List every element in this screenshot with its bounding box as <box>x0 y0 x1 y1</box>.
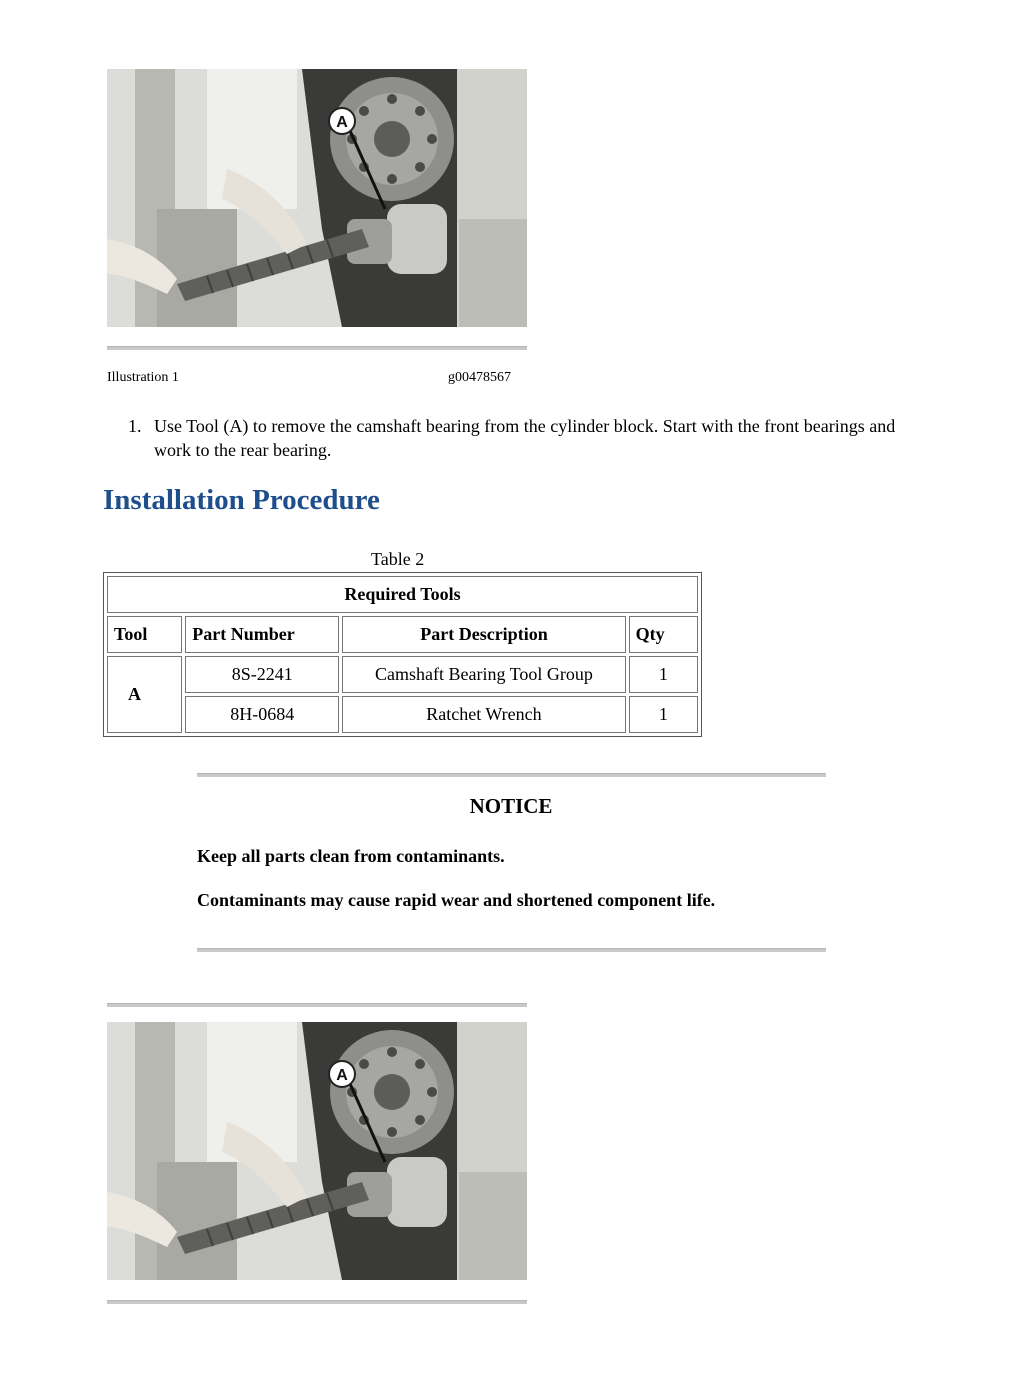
table-title: Table 2 <box>371 549 425 569</box>
table-caption-header: Required Tools <box>107 576 698 613</box>
part-number-cell: 8S-2241 <box>185 656 339 693</box>
table-row <box>107 656 698 693</box>
col-header-part-description: Part Description <box>342 616 625 653</box>
required-tools-table <box>103 572 702 737</box>
qty-cell: 1 <box>629 696 698 733</box>
notice-title: NOTICE <box>469 794 553 818</box>
tool-cell: A <box>107 656 182 733</box>
illustration-2-top-rule <box>107 1003 527 1007</box>
illustration-label: Illustration 1 <box>107 370 179 385</box>
illustration-2-photo <box>107 1022 527 1280</box>
part-description-cell: Ratchet Wrench <box>342 696 625 733</box>
part-number-cell: 8H-0684 <box>185 696 339 733</box>
callout-a-label: A <box>336 1067 348 1084</box>
step-number: 1. <box>128 416 142 436</box>
notice-top-rule <box>197 773 826 777</box>
illustration-2-bottom-rule <box>107 1300 527 1304</box>
table-row <box>107 696 698 733</box>
notice-line: Contaminants may cause rapid wear and shortened component life. <box>197 890 716 910</box>
illustration-1-photo <box>107 69 527 327</box>
qty-cell: 1 <box>629 656 698 693</box>
illustration-1-rule <box>107 346 527 350</box>
step-text: Use Tool (A) to remove the camshaft bearing from the cylinder block. Start with the front bearings and work to the rear bearing. <box>154 416 896 460</box>
illustration-id: g00478567 <box>448 370 511 385</box>
col-header-part-number: Part Number <box>185 616 339 653</box>
section-heading: Installation Procedure <box>103 484 380 516</box>
callout-a-label: A <box>336 114 348 131</box>
notice-bottom-rule <box>197 948 826 952</box>
notice-line: Keep all parts clean from contaminants. <box>197 846 505 866</box>
col-header-tool: Tool <box>107 616 182 653</box>
part-description-cell: Camshaft Bearing Tool Group <box>342 656 625 693</box>
col-header-qty: Qty <box>629 616 698 653</box>
